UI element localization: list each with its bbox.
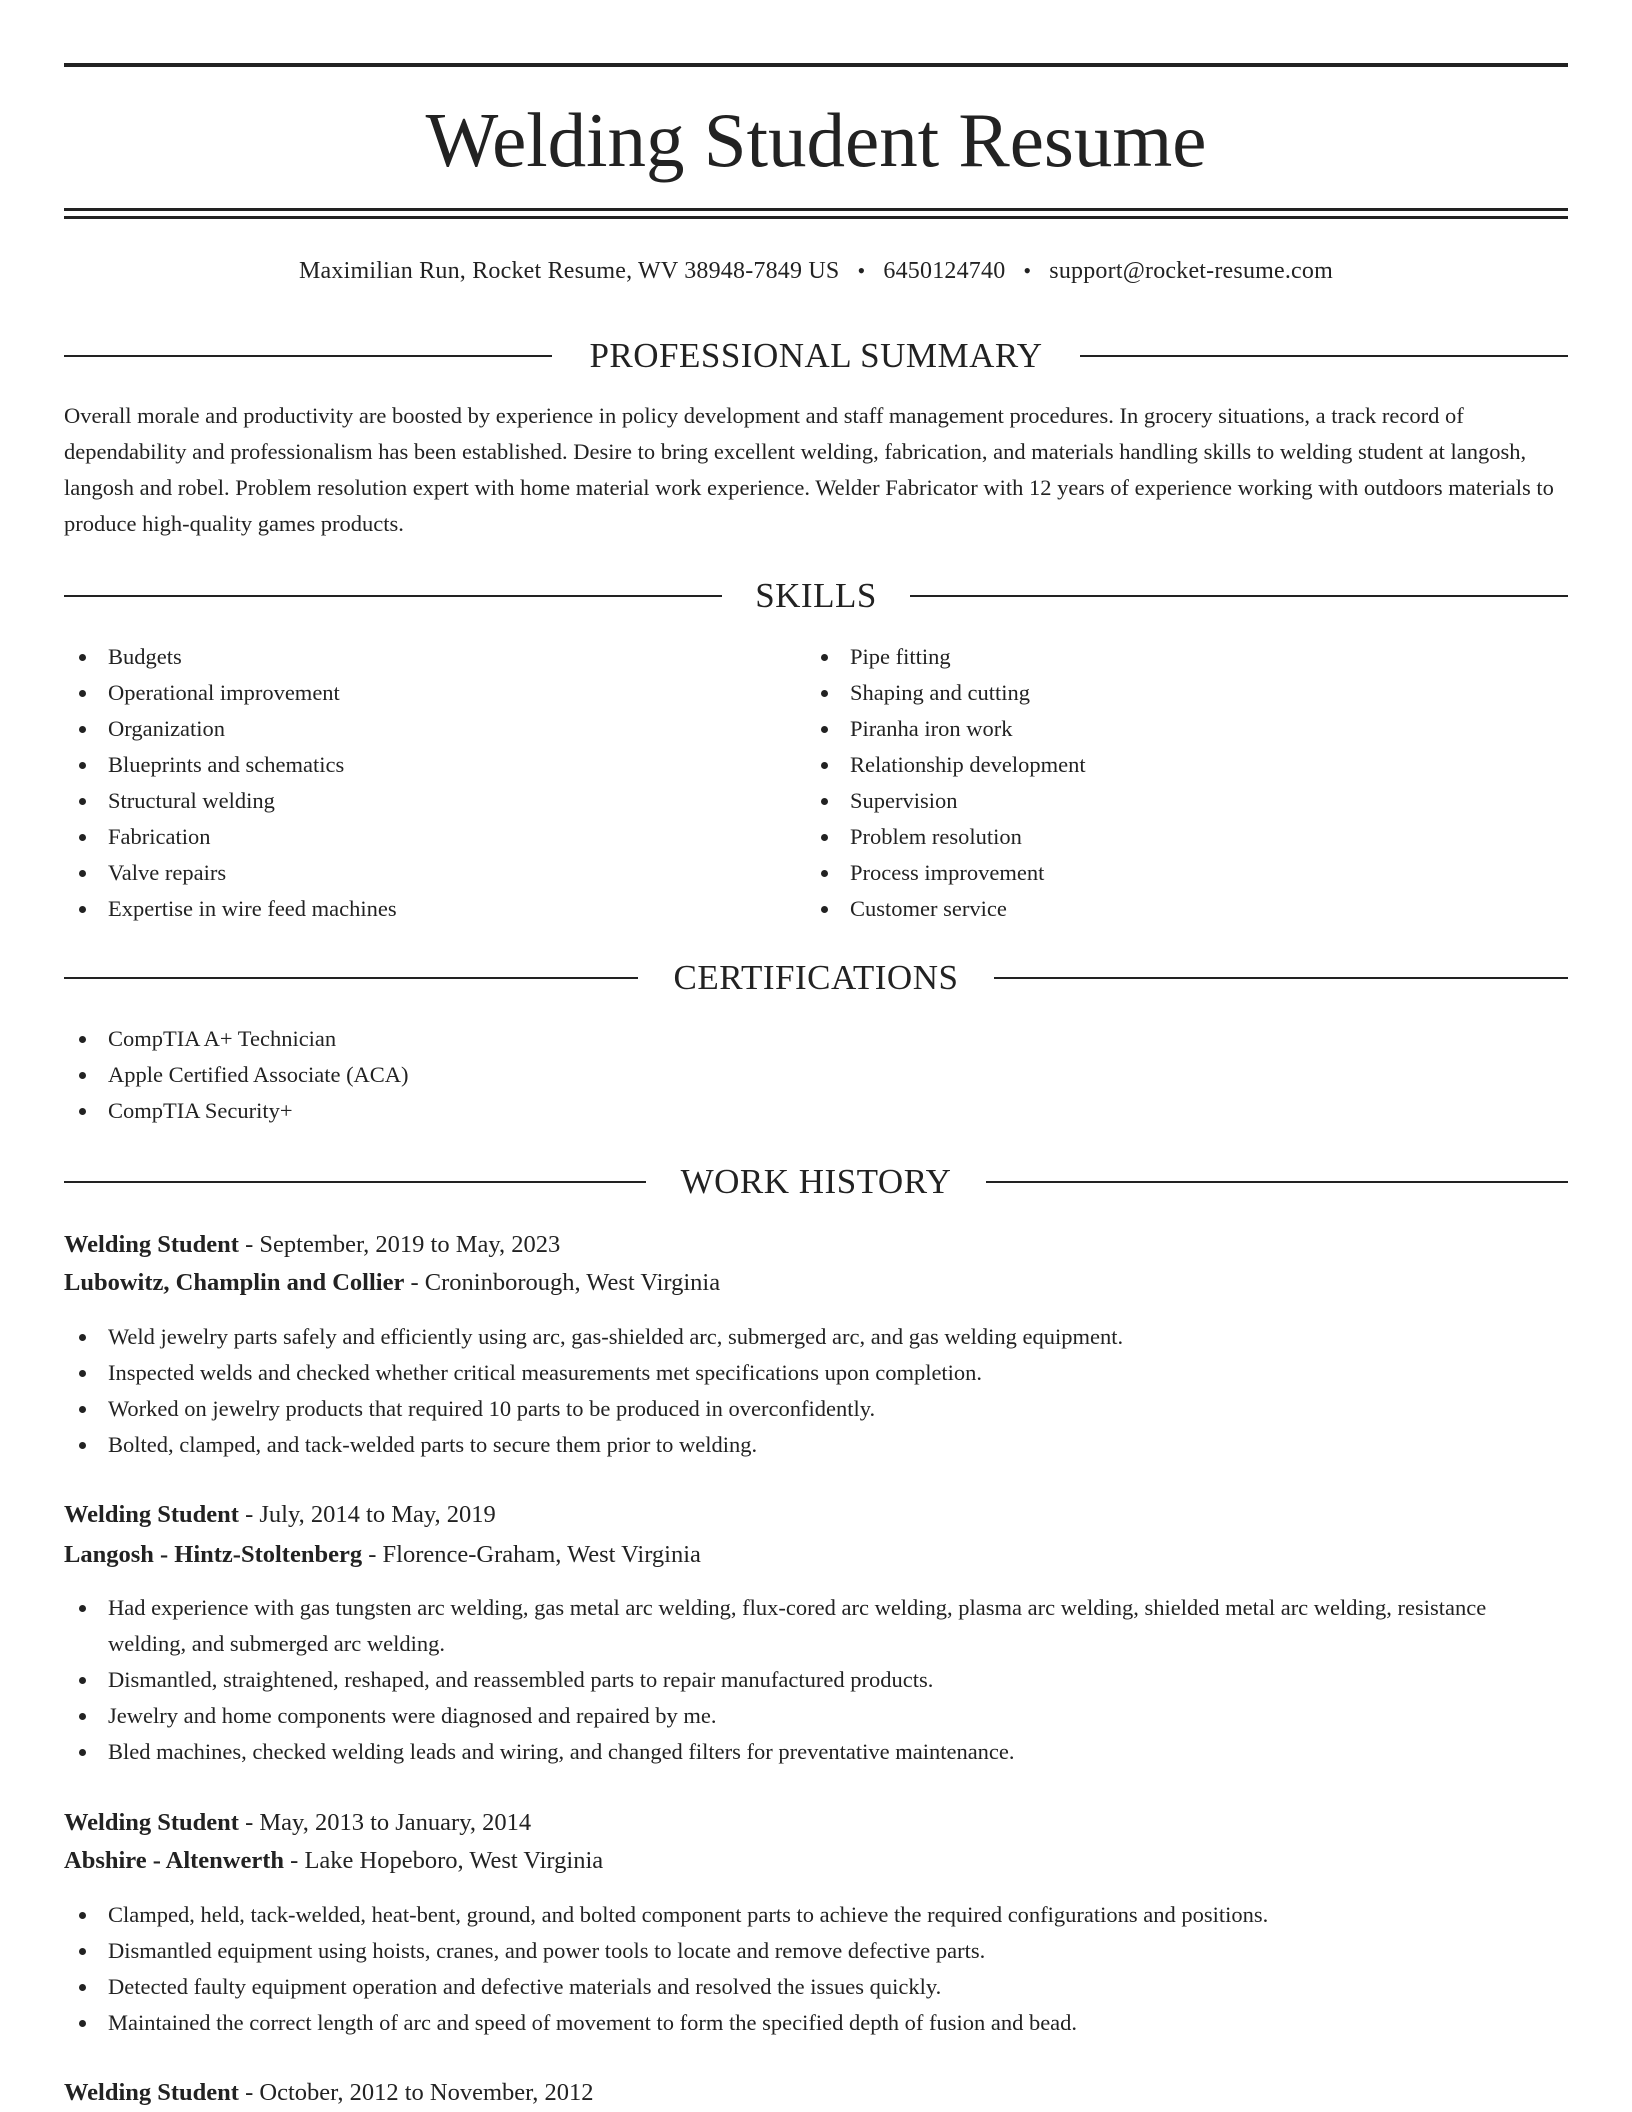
job-company-line: [64, 1842, 1568, 1880]
section-heading-skills: [64, 571, 1568, 621]
section-heading-summary: [64, 331, 1568, 381]
list-item: Supervision: [806, 783, 1568, 819]
list-item: Blueprints and schematics: [64, 747, 804, 783]
list-item: Weld jewelry parts safely and efficiently using arc, gas-shielded arc, submerged arc, and gas welding equipment.: [64, 1319, 1568, 1355]
title-rule-lower: [64, 216, 1568, 219]
list-item: Organization: [64, 711, 804, 747]
dash: -: [238, 1231, 260, 1258]
section-title: CERTIFICATIONS: [673, 958, 959, 997]
list-item: Problem resolution: [806, 819, 1568, 855]
list-item: Valve repairs: [64, 855, 804, 891]
job-company: Abshire - Altenwerth: [64, 1847, 285, 1874]
contact-separator: •: [1023, 258, 1032, 283]
list-item: Jewelry and home components were diagnosed and repaired by me.: [64, 1698, 1554, 1734]
list-item: Dismantled equipment using hoists, cranes, and power tools to locate and remove defective parts.: [64, 1933, 1568, 1969]
section-heading-work-history: [64, 1157, 1568, 1207]
contact-email: support@rocket-resume.com: [1049, 258, 1333, 284]
list-item: Bolted, clamped, and tack-welded parts to secure them prior to welding.: [64, 1427, 1568, 1463]
title-rule-upper: [64, 208, 1568, 211]
dash: -: [238, 1809, 260, 1836]
job-title-line: [64, 1804, 1568, 1842]
job-location: Florence-Graham, West Virginia: [382, 1541, 701, 1568]
list-item: Had experience with gas tungsten arc welding, gas metal arc welding, flux-cored arc welding, plasma arc welding, shielded metal arc welding, resistance welding, and submerged arc welding.: [64, 1590, 1554, 1662]
job-title-line: [64, 1226, 1568, 1264]
job-location: Croninborough, West Virginia: [424, 1269, 721, 1296]
summary-text: Overall morale and productivity are boosted by experience in policy development and staff management procedures. In grocery situations, a track record of dependability and professionalism has been established. Desire to bring excellent welding, fabrication, and materials handling skills to welding student at langosh, langosh and robel. Problem resolution expert with home material work experience. Welder Fabricator with 12 years of experience working with outdoors materials to produce high-quality games products.: [64, 403, 1554, 536]
job-title: Welding Student: [64, 1501, 239, 1528]
job-title: Welding Student: [64, 1231, 239, 1258]
list-item: Fabrication: [64, 819, 804, 855]
top-rule: [64, 63, 1568, 67]
list-item: CompTIA Security+: [64, 1093, 1568, 1129]
job-company: Langosh - Hintz-Stoltenberg: [64, 1541, 363, 1568]
job-dates: September, 2019 to May, 2023: [259, 1231, 561, 1258]
section-heading-certifications: [64, 953, 1568, 1003]
list-item: CompTIA A+ Technician: [64, 1021, 1568, 1057]
list-item: Relationship development: [806, 747, 1568, 783]
job-company: Lubowitz, Champlin and Collier: [64, 1269, 405, 1296]
job-bullets: [64, 1590, 1554, 1770]
list-item: Pipe fitting: [806, 639, 1568, 675]
job-bullets: [64, 1897, 1568, 2041]
section-title: PROFESSIONAL SUMMARY: [589, 336, 1043, 375]
list-item: Piranha iron work: [806, 711, 1568, 747]
skills-list-left: [64, 639, 804, 927]
list-item: Shaping and cutting: [806, 675, 1568, 711]
job-dates: July, 2014 to May, 2019: [259, 1501, 496, 1528]
job-company-line: [64, 1536, 1568, 1574]
dash: -: [238, 1501, 260, 1528]
job-location: Lake Hopeboro, West Virginia: [304, 1847, 604, 1874]
list-item: Operational improvement: [64, 675, 804, 711]
list-item: Inspected welds and checked whether critical measurements met specifications upon completion.: [64, 1355, 1568, 1391]
section-title: SKILLS: [755, 576, 877, 615]
list-item: Expertise in wire feed machines: [64, 891, 804, 927]
dash: -: [404, 1269, 425, 1296]
list-item: Process improvement: [806, 855, 1568, 891]
certifications-list: [64, 1021, 1568, 1129]
contact-separator: •: [857, 258, 866, 283]
list-item: Apple Certified Associate (ACA): [64, 1057, 1568, 1093]
job-title: Welding Student: [64, 1809, 239, 1836]
list-item: Clamped, held, tack-welded, heat-bent, ground, and bolted component parts to achieve the required configurations and positions.: [64, 1897, 1568, 1933]
contact-address: Maximilian Run, Rocket Resume, WV 38948-7849 US: [299, 258, 840, 284]
list-item: Detected faulty equipment operation and defective materials and resolved the issues quickly.: [64, 1969, 1568, 2005]
skills-list-right: [806, 639, 1568, 927]
section-title: WORK HISTORY: [680, 1162, 952, 1201]
list-item: Customer service: [806, 891, 1568, 927]
dash: -: [362, 1541, 383, 1568]
job-title-line: [64, 1496, 1568, 1534]
dash: -: [284, 1847, 305, 1874]
job-title: Welding Student: [64, 2079, 239, 2106]
contact-phone: 6450124740: [883, 258, 1006, 284]
list-item: Worked on jewelry products that required 10 parts to be produced in overconfidently.: [64, 1391, 1568, 1427]
job-bullets: [64, 1319, 1568, 1463]
contact-line: [64, 253, 1568, 289]
job-dates: October, 2012 to November, 2012: [259, 2079, 594, 2106]
job-company-line: [64, 1264, 1568, 1302]
list-item: Maintained the correct length of arc and speed of movement to form the specified depth of fusion and bead.: [64, 2005, 1568, 2041]
list-item: Dismantled, straightened, reshaped, and reassembled parts to repair manufactured products.: [64, 1662, 1554, 1698]
page-title: Welding Student Resume: [425, 97, 1207, 183]
list-item: Bled machines, checked welding leads and wiring, and changed filters for preventative maintenance.: [64, 1734, 1554, 1770]
job-dates: May, 2013 to January, 2014: [259, 1809, 532, 1836]
list-item: Budgets: [64, 639, 804, 675]
dash: -: [238, 2079, 260, 2106]
job-title-line: [64, 2074, 1568, 2112]
list-item: Structural welding: [64, 783, 804, 819]
